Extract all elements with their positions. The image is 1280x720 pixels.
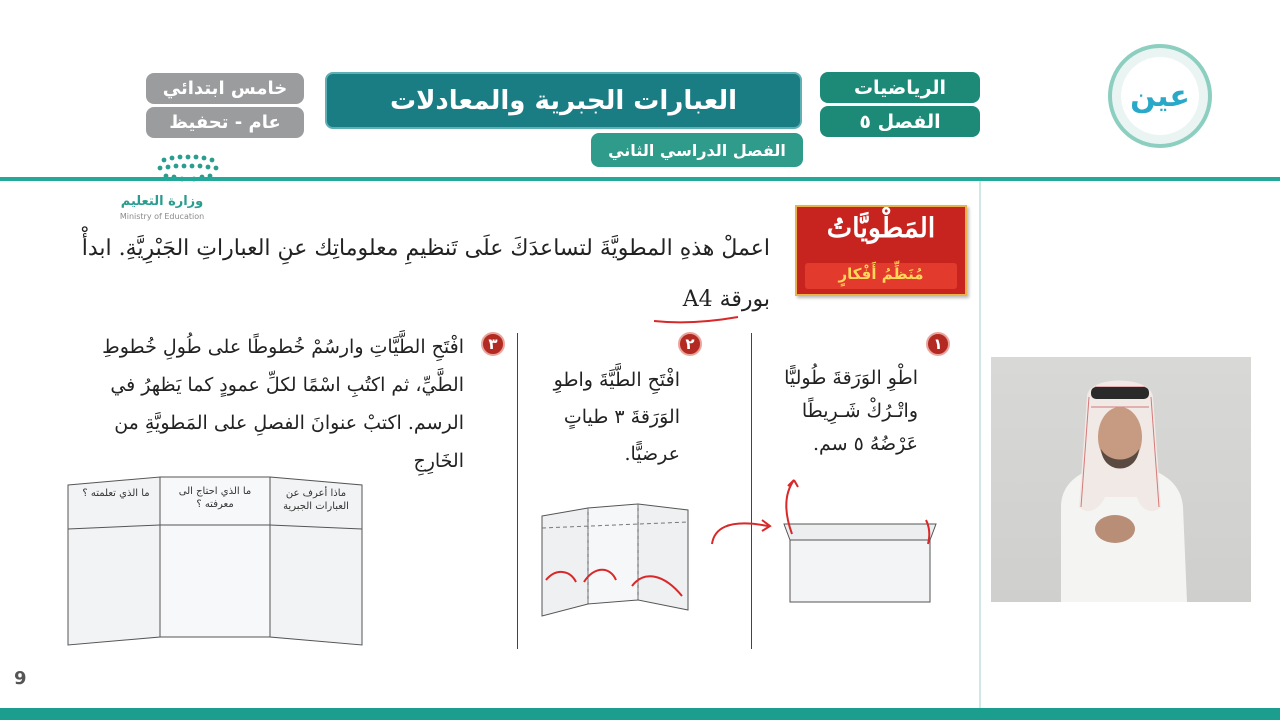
step-3-line-2: الطَّيِّ، ثم اكتُبِ اسْمًا لكلِّ عمودٍ كما يَظهرُ في <box>110 374 464 396</box>
ministry-emblem-icon <box>102 152 272 192</box>
lesson-title: العبارات الجبرية والمعادلات <box>325 72 802 129</box>
foldables-badge-subtitle: مُنَظِّمُ أَفْكارٍ <box>838 265 924 283</box>
channel-logo <box>1108 44 1212 148</box>
step-2-illustration <box>536 498 696 628</box>
ministry-name-en: Ministry of Education <box>119 212 205 221</box>
step-1-line-2: واتْـرُكْ شَـرِيطًا <box>801 400 918 422</box>
step-3-line-1: افْتَحِ الطَّيَّاتِ وارسُمْ خُطوطًا على طُولِ خُطوطِ <box>102 336 464 358</box>
chapter-label: الفصل ٥ <box>820 106 980 137</box>
step-1-illustration <box>770 472 950 612</box>
foldable-column-3: ما الذي تعلمته ؟ <box>82 488 150 499</box>
grade-label: خامس ابتدائي <box>146 73 304 104</box>
step-arrow-icon <box>706 510 776 550</box>
handwritten-underline <box>652 313 742 327</box>
header-divider <box>0 177 1280 181</box>
track-label: عام - تحفيظ <box>146 107 304 138</box>
page-number: 9 <box>14 668 27 689</box>
step-2-text <box>525 362 680 473</box>
teacher-figure <box>991 357 1251 602</box>
step-1-line-1: اطْوِ الوَرَقةَ طُوليًّا <box>784 367 918 389</box>
foldables-intro-line1: اعملْ هذهِ المطويَّةَ لتساعدَكَ علَى تَنظيمِ معلوماتِك عنِ العباراتِ الجَبْرِيَّةِ. ابدأْ <box>81 236 770 261</box>
step-1-number: ١ <box>926 332 950 356</box>
foldable-column-1: ماذا أعرف عن العبارات الجبرية <box>283 488 349 512</box>
step-2-line-1: افْتَحِ الطَّيَّةَ واطوِ <box>553 369 680 391</box>
step-divider-2 <box>517 333 518 649</box>
step-2-number: ٢ <box>678 332 702 356</box>
content-divider <box>979 181 981 708</box>
foldables-intro-line2: بورقة A4 <box>682 287 770 312</box>
step-3-line-4: الخَارِجِ <box>413 450 464 472</box>
foldable-illustration <box>66 473 364 647</box>
semester-label: الفصل الدراسي الثاني <box>591 133 803 167</box>
step-1-line-3: عَرْضُهُ ٥ سم. <box>812 433 918 455</box>
teacher-video <box>991 357 1251 602</box>
subject-label: الرياضيات <box>820 72 980 103</box>
step-1-text <box>760 362 918 461</box>
step-3-text <box>86 328 464 480</box>
foldable-column-2: ما الذي احتاج الى معرفته ؟ <box>178 486 252 510</box>
ministry-name-ar: وزارة التعليم <box>120 194 204 209</box>
step-3-line-3: الرسم. اكتبْ عنوانَ الفصلِ على المَطويَّةِ من <box>114 412 464 434</box>
step-3-number: ٣ <box>481 332 505 356</box>
footer-bar <box>0 708 1280 720</box>
step-2-line-3: عرضيًّا. <box>624 443 680 465</box>
foldables-badge-title: المَطْويَّاتُ <box>826 213 936 244</box>
foldables-badge <box>795 205 967 296</box>
ministry-logo <box>102 152 272 224</box>
step-divider-1 <box>751 333 752 649</box>
channel-logo-text: عين <box>1130 78 1190 114</box>
step-2-line-2: الوَرَقةَ ٣ طياتٍ <box>563 406 680 428</box>
